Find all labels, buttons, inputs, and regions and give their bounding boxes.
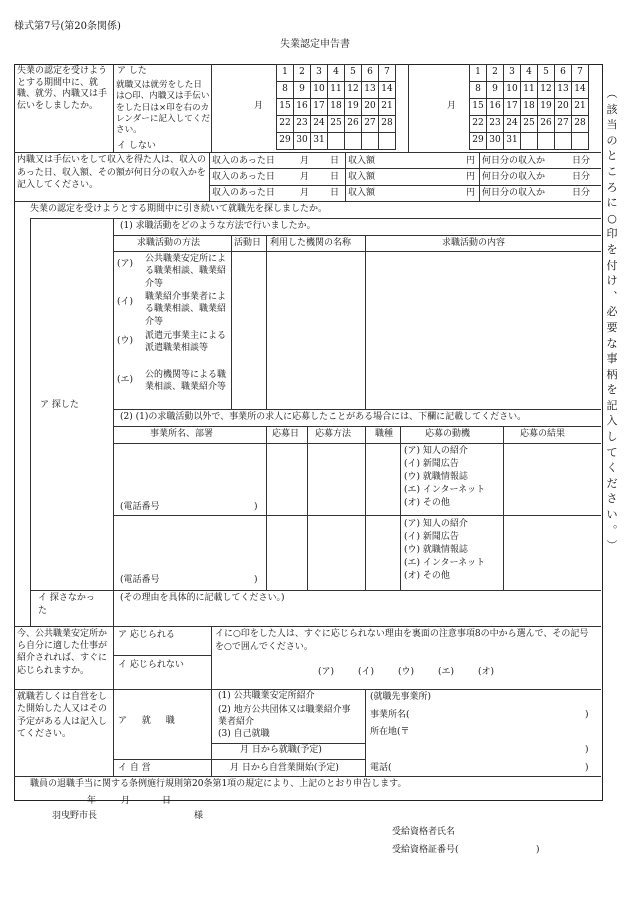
q2-label: (2) (1)の求職活動以外で、事業所の求人に応募したことがある場合には、下欄に記載してください。 bbox=[120, 412, 527, 422]
employ-method-2[interactable]: (2) 地方公共団体又は職業紹介事業者紹介 bbox=[218, 705, 351, 727]
h2-result: 応募の結果 bbox=[520, 429, 566, 439]
sec4-opt-can[interactable]: ア 応じられる bbox=[118, 630, 175, 640]
h-date: 活動日 bbox=[234, 238, 262, 248]
sec1-opt-not[interactable]: イ しない bbox=[117, 141, 156, 151]
calendar-1[interactable]: 1 2 3 4 5 6 7 8 9 10 11 12 13 14 月 15 16 17 18 19 20 21 22 23 24 25 26 27 28 29 30 31 bbox=[254, 64, 396, 150]
self-date[interactable]: 月 日から自営業開始(予定) bbox=[230, 763, 339, 773]
applicant-name-field[interactable]: 受給資格者氏名 bbox=[392, 827, 456, 837]
method-u[interactable]: 派遣元事業主による派遣職業相談等 bbox=[145, 331, 227, 354]
h-content: 求職活動の内容 bbox=[442, 238, 506, 248]
sec5-opt-self[interactable]: イ 自 営 bbox=[118, 763, 151, 773]
calendar-2[interactable]: 1 2 3 4 5 6 7 8 9 10 11 12 13 14 月 15 16 17 18 19 20 21 22 23 24 25 26 27 28 29 30 31 bbox=[447, 64, 589, 150]
form-number: 様式第7号(第20条関係) bbox=[14, 21, 121, 32]
no-search-reason: (その理由を具体的に記載してください。) bbox=[120, 593, 285, 603]
sec2-label: 内職又は手伝いをして収入を得た人は、収入のあった日、収入額、その額が何日分の収入かを記入してください。 bbox=[17, 155, 207, 190]
date-day[interactable]: 日 bbox=[162, 796, 172, 806]
employ-date[interactable]: 月 日から就職(予定) bbox=[240, 745, 322, 755]
addressee: 羽曳野市長 bbox=[52, 811, 98, 821]
dest-name[interactable]: 事業所名( bbox=[370, 710, 410, 720]
method-i[interactable]: 職業紹介事業者による職業相談、職業紹介等 bbox=[145, 292, 227, 327]
dest-address[interactable]: 所在地(〒 bbox=[370, 727, 410, 737]
side-note: ︵ 該 当 の と こ ろ に ○ 印 を 付 け ︑ 必 要 な 事 柄 を 記 入 し て く だ さ い ︒ ︶ bbox=[606, 87, 618, 553]
h-agency: 利用した機関の名称 bbox=[270, 238, 352, 248]
sec4-label: 今、公共職業安定所から自分に適した仕事が紹介されれば、すぐに応じられますか。 bbox=[17, 629, 108, 676]
sec1-label: 失業の認定を受けようとする期間中に、就職、就労、内職又は手伝いをしましたか。 bbox=[17, 66, 108, 111]
sec1-opt-did[interactable]: ア した bbox=[117, 66, 147, 76]
form-title: 失業認定申告書 bbox=[280, 39, 350, 50]
sec5-opt-employ[interactable]: ア 就 職 bbox=[118, 716, 181, 726]
date-year[interactable]: 年 bbox=[87, 796, 97, 806]
h2-job: 職種 bbox=[375, 429, 394, 439]
sec4-note: イに○印をした人は、すぐに応じられない理由を裏面の注意事項8の中から選んで、その記号を○で囲んでください。 bbox=[215, 629, 589, 652]
h2-date: 応募日 bbox=[272, 429, 300, 439]
dest-phone[interactable]: 電話( bbox=[370, 763, 392, 773]
q1-label: (1) 求職活動をどのような方法で行いましたか。 bbox=[120, 221, 316, 231]
sec5-label: 就職若しくは自営をした開始した人又はその予定がある人は記入してください。 bbox=[17, 692, 108, 739]
method-e[interactable]: 公的機関等による職業相談、職業紹介等 bbox=[145, 370, 227, 393]
date-month[interactable]: 月 bbox=[121, 796, 131, 806]
sec4-opt-cannot[interactable]: イ 応じられない bbox=[118, 660, 184, 670]
h2-motive: 応募の動機 bbox=[425, 429, 471, 439]
dest-title: (就職先事業所) bbox=[370, 692, 432, 702]
addressee-sama: 様 bbox=[194, 811, 204, 821]
employ-method-3[interactable]: (3) 自己就職 bbox=[218, 729, 270, 739]
employ-method-1[interactable]: (1) 公共職業安定所紹介 bbox=[218, 691, 315, 701]
declaration: 職員の退職手当に関する条例施行規則第20条第1項の規定により、上記のとおり申告します。 bbox=[30, 779, 407, 789]
h2-method: 応募方法 bbox=[315, 429, 352, 439]
sec1-instruction: 就職又は就労をした日は○印、内職又は手伝いをした日は×印を右のカレンダーに記入してください。 bbox=[116, 80, 210, 136]
sec3-question: 失業の認定を受けようとする期間中に引き続いて就職先を探しましたか。 bbox=[30, 204, 328, 214]
h2-company: 事業所名、部署 bbox=[150, 429, 214, 439]
h-method: 求職活動の方法 bbox=[137, 238, 201, 248]
cert-number-field[interactable]: 受給資格証番号( bbox=[392, 845, 459, 855]
method-a[interactable]: 公共職業安定所による職業相談、職業紹介等 bbox=[145, 254, 227, 289]
sec3-opt-searched[interactable]: ア 探した bbox=[40, 400, 79, 410]
sec3-opt-not-searched[interactable]: イ 探さなかった bbox=[38, 593, 95, 616]
